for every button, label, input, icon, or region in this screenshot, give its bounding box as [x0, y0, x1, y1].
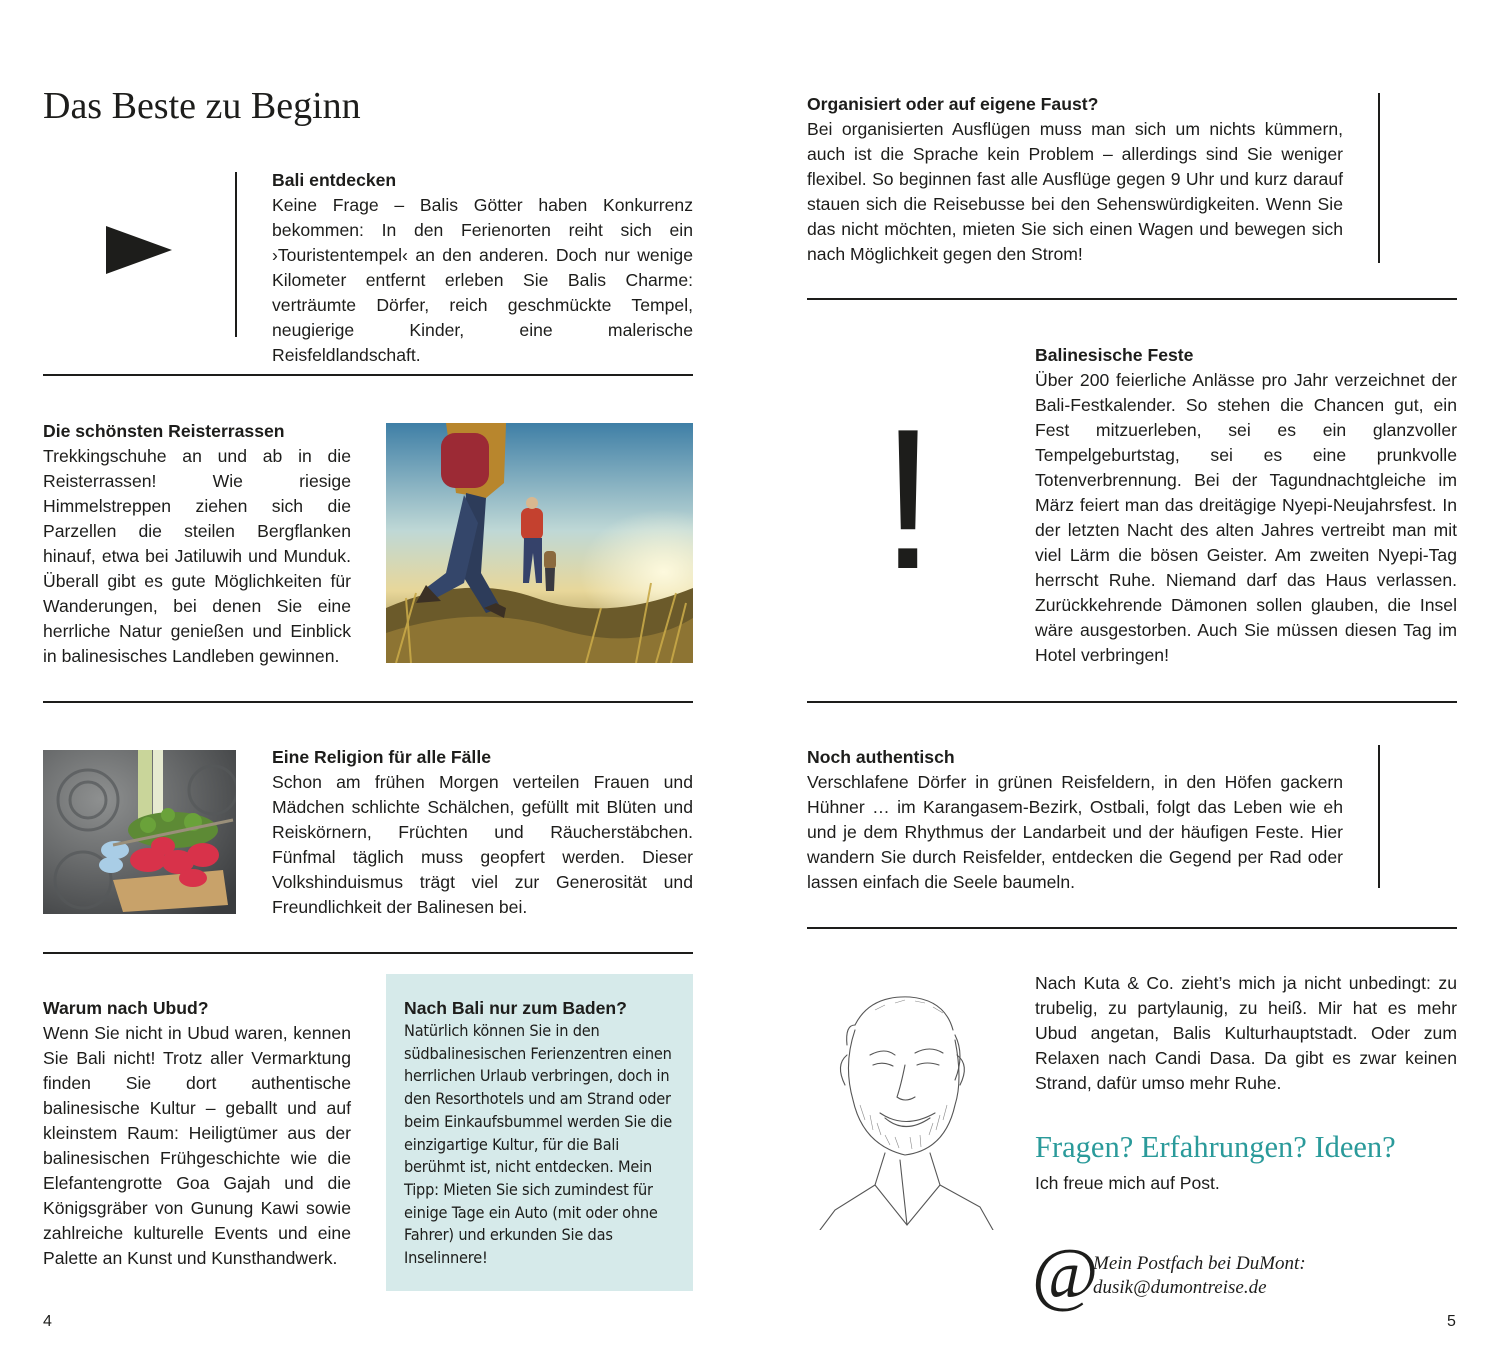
section-heading: Noch authentisch	[807, 747, 955, 767]
vertical-divider	[1378, 745, 1380, 888]
section-body: Wenn Sie nicht in Ubud waren, kennen Sie Bali nicht! Trotz aller Vermarktung finden Sie dort authentische balinesische Kultur – geballt und auf kleinstem Raum: Heiligtümer aus der balinesischen Frühgeschichte wie die Elefantengrotte Goa Gajah und die Königsgräber von Gunung Kawi sowie zahlreiche kulturelle Events und eine Palette an Kunst und Kunsthandwerk.	[43, 1023, 351, 1268]
author-question: Fragen? Erfahrungen? Ideen?	[1035, 1130, 1396, 1164]
section-bali-entdecken	[272, 168, 693, 368]
author-email-link[interactable]: dusik@dumontreise.de	[1093, 1277, 1267, 1298]
play-arrow-icon	[106, 226, 174, 276]
tip-box	[386, 974, 693, 1291]
section-body: Bei organisierten Ausflügen muss man sich um nichts kümmern, auch ist die Sprache kein Problem – allerdings sind Sie weniger flexibel. So beginnen fast alle Ausflüge gegen 9 Uhr und kurz darauf stauen sich die Reisebusse bei den Sehenswürdigkeiten. Wenn Sie das nicht möchten, mieten Sie sich einen Wagen und bewegen sich nach Möglichkeit gegen den Strom!	[807, 119, 1343, 264]
page-number-left: 4	[43, 1313, 52, 1330]
vertical-divider	[1378, 93, 1380, 263]
horizontal-rule	[807, 298, 1457, 300]
section-body: Trekkingschuhe an und ab in die Reisterrassen! Wie riesige Himmelstreppen ziehen sich die Parzellen die steilen Bergflanken hinauf, etwa bei Jatiluwih und Munduk. Überall gibt es gute Möglichkeiten für Wanderungen, bei denen Sie eine herrliche Natur genießen und Einblick in balinesisches Landleben gewinnen.	[43, 446, 351, 666]
section-heading: Warum nach Ubud?	[43, 998, 209, 1018]
section-feste	[1035, 343, 1457, 668]
author-portrait-drawing	[815, 985, 995, 1230]
at-symbol: @	[1032, 1234, 1099, 1314]
hikers-photo	[386, 423, 693, 663]
horizontal-rule	[43, 701, 693, 703]
section-body: Verschlafene Dörfer in grünen Reisfeldern, in den Höfen gackern Hühner … im Karangasem-Bezirk, Ostbali, folgt das Leben wie eh und je dem Rhythmus der Landarbeit und der häufigen Feste. Hier wandern Sie durch Reisfelder, entdecken die Gegend per Rad oder lassen einfach die Seele baumeln.	[807, 772, 1343, 892]
section-body: Über 200 feierliche Anlässe pro Jahr verzeichnet der Bali-Festkalender. So stehen die Chancen gut, ein Fest mitzuerleben, sei es ein glanzvoller Tempelgeburtstag, sei es eine prunkvolle Totenverbrennung. Bei der Tagundnachtgleiche im März feiert man das dreitägige Nyepi-Neujahrsfest. In der letzten Nacht des alten Jahres vertreibt man mit viel Lärm die bösen Geister. Am zweiten Nyepi-Tag herrscht Ruhe. Niemand darf das Haus verlassen. Zurückkehrende Dämonen sollen glauben, die Insel wäre ausgestorben. Auch Sie müssen diesen Tag im Hotel verbringen!	[1035, 370, 1457, 665]
section-organisiert	[807, 92, 1343, 267]
section-heading: Die schönsten Reisterrassen	[43, 421, 285, 441]
exclamation-mark: !	[880, 388, 936, 611]
horizontal-rule	[807, 927, 1457, 929]
section-authentisch	[807, 745, 1343, 895]
tip-heading: Nach Bali nur zum Baden?	[404, 998, 627, 1018]
offering-photo	[43, 750, 236, 914]
author-body: Nach Kuta & Co. zieht’s mich ja nicht unbedingt: zu trubelig, zu partylaunig, zu heiß. Mir hat es mehr Ubud angetan, Balis Kulturhauptstadt. Oder zum Relaxen nach Candi Dasa. Da gibt es zwar keinen Strand, dafür umso mehr Ruhe.	[1035, 973, 1457, 1093]
page-number-right: 5	[1447, 1313, 1456, 1330]
vertical-divider	[235, 172, 237, 337]
section-body: Schon am frühen Morgen verteilen Frauen und Mädchen schlichte Schälchen, gefüllt mit Blüten und Reiskörnern, Früchten und Räucherstäbchen. Fünfmal täglich muss geopfert werden. Dieser Volkshinduismus trägt viel zur Generosität und Freundlichkeit der Balinesen bei.	[272, 772, 693, 917]
section-ubud	[43, 996, 351, 1271]
page-title: Das Beste zu Beginn	[43, 85, 361, 127]
section-religion	[272, 745, 693, 920]
mailbox-label: Mein Postfach bei DuMont:	[1093, 1253, 1306, 1274]
section-heading: Bali entdecken	[272, 170, 397, 190]
section-heading: Organisiert oder auf eigene Faust?	[807, 94, 1099, 114]
horizontal-rule	[43, 374, 693, 376]
section-reisterrassen	[43, 419, 351, 669]
horizontal-rule	[807, 701, 1457, 703]
author-invite: Ich freue mich auf Post.	[1035, 1173, 1220, 1193]
section-body: Keine Frage – Balis Götter haben Konkurrenz bekommen: In den Ferienorten reiht sich ein ›Touristentempel‹ an den anderen. Doch nur wenige Kilometer entfernt erleben Sie Balis Charme: verträumte Dörfer, reich geschmückte Tempel, neugierige Kinder, eine malerische Reisfeldlandschaft.	[272, 195, 693, 365]
section-heading: Eine Religion für alle Fälle	[272, 747, 491, 767]
author-note	[1035, 971, 1457, 1096]
section-heading: Balinesische Feste	[1035, 345, 1194, 365]
tip-body: Natürlich können Sie in den südbalinesischen Ferienzentren einen herrlichen Urlaub verbringen, doch in den Resorthotels und am Strand oder beim Einkaufsbummel werden Sie die einzigartige Kultur, für die Bali berühmt ist, nicht entdecken. Mein Tipp: Mieten Sie sich zumindest für einige Tage ein Auto (mit oder ohne Fahrer) und erkunden Sie das Inselinnere!	[404, 1021, 673, 1268]
horizontal-rule	[43, 952, 693, 954]
